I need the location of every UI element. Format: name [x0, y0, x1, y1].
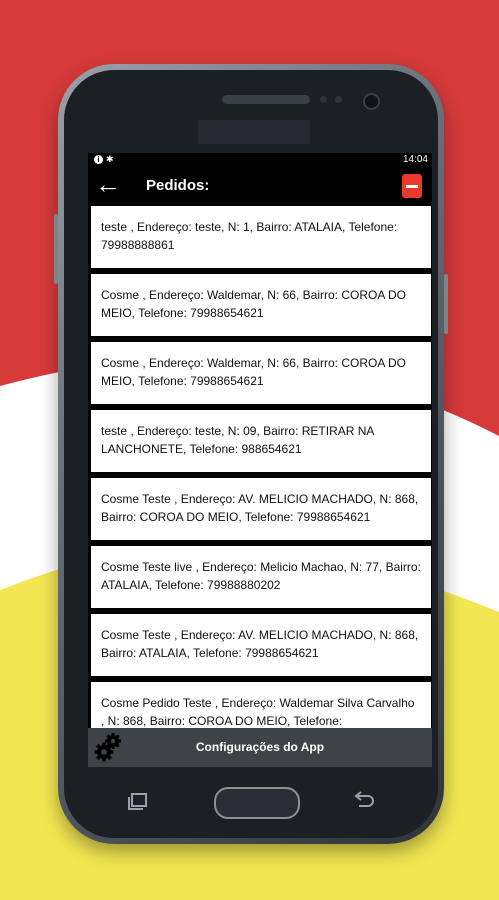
back-icon[interactable]	[350, 790, 376, 812]
bottom-bar	[88, 728, 432, 767]
redacted-area	[198, 120, 310, 144]
status-time: 14:04	[402, 154, 428, 165]
light-sensor	[335, 96, 342, 103]
orders-list[interactable]	[88, 203, 432, 728]
power-button	[444, 274, 448, 334]
back-arrow-icon[interactable]: ←	[95, 169, 121, 199]
list-item[interactable]: Cosme Teste , Endereço: AV. MELICIO MACHADO, N: 868, Bairro: COROA DO MEIO, Telefone: 79988654621	[91, 478, 431, 540]
list-item[interactable]: teste , Endereço: teste, N: 09, Bairro: RETIRAR NA LANCHONETE, Telefone: 988654621	[91, 410, 431, 472]
proximity-sensor	[320, 96, 327, 103]
list-item[interactable]: Cosme Teste live , Endereço: Melicio Machao, N: 77, Bairro: ATALAIA, Telefone: 79988880202	[91, 546, 431, 608]
phone-frame	[58, 64, 444, 844]
list-item[interactable]: Cosme Pedido Teste , Endereço: Waldemar Silva Carvalho , N: 868, Bairro: COROA DO MEIO, Telefone:	[91, 682, 431, 744]
minus-icon	[406, 185, 418, 188]
list-item[interactable]: teste , Endereço: teste, N: 1, Bairro: ATALAIA, Telefone: 79988888861	[91, 206, 431, 268]
phone-body	[64, 70, 438, 838]
list-item[interactable]: Cosme , Endereço: Waldemar, N: 66, Bairro: COROA DO MEIO, Telefone: 79988654621	[91, 342, 431, 404]
volume-button	[54, 214, 58, 284]
earpiece-speaker	[222, 95, 310, 104]
info-icon: i	[94, 155, 103, 164]
app-screen	[88, 153, 432, 767]
bluetooth-icon: ✱	[106, 154, 114, 164]
list-item[interactable]: Cosme , Endereço: Waldemar, N: 66, Bairro: COROA DO MEIO, Telefone: 79988654621	[91, 274, 431, 336]
remove-button[interactable]	[402, 174, 422, 198]
recent-apps-icon[interactable]	[126, 790, 152, 812]
app-toolbar	[88, 167, 432, 203]
page-title: Pedidos:	[146, 177, 210, 194]
status-bar	[88, 153, 432, 167]
front-camera	[363, 93, 380, 110]
list-item[interactable]: Cosme Teste , Endereço: AV. MELICIO MACHADO, N: 868, Bairro: ATALAIA, Telefone: 79988654621	[91, 614, 431, 676]
home-button[interactable]	[214, 787, 300, 819]
app-settings-button[interactable]: Configurações do App	[195, 740, 325, 754]
